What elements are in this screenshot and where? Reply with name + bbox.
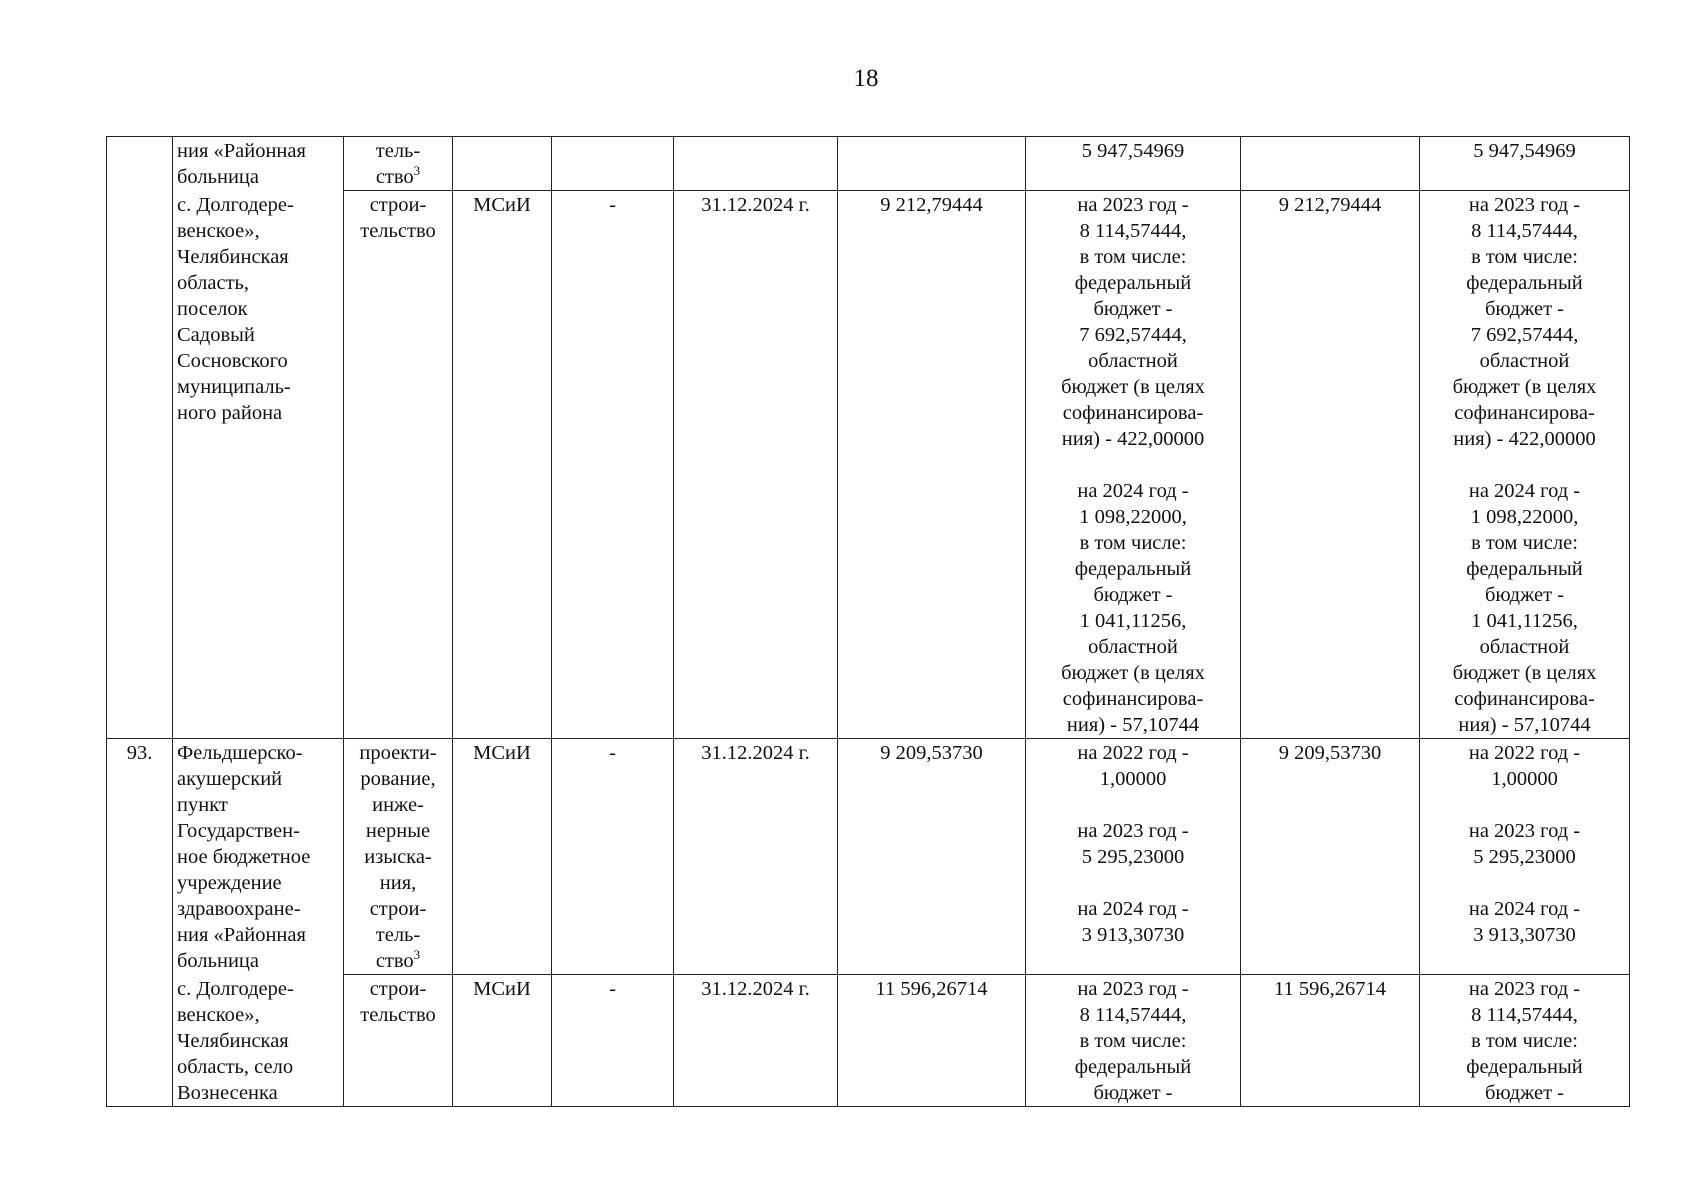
row-number-cell xyxy=(107,191,173,739)
stage-cell xyxy=(344,137,453,191)
estimated-cost-cell: 11 596,26714 xyxy=(838,975,1026,1107)
financing-limit-cell: 5 947,54969 xyxy=(1420,137,1630,191)
stage-cell xyxy=(344,975,453,1107)
financing-cell: на 2022 год - 1,00000 на 2023 год - 5 295,23000 на 2024 год - 3 913,30730 xyxy=(1026,739,1241,975)
page-number: 18 xyxy=(853,65,879,92)
row-number-cell xyxy=(107,137,173,191)
deadline-cell: 31.12.2024 г. xyxy=(674,191,838,739)
limit-cell: 11 596,26714 xyxy=(1241,975,1420,1107)
estimated-cost-cell xyxy=(838,137,1026,191)
table-row xyxy=(107,975,1630,1107)
customer-cell: МСиИ xyxy=(453,191,552,739)
stage-text: строи- тельство xyxy=(360,978,436,1026)
object-name-cell: с. Долгодере- венское», Челябинская область, поселок Садовый Сосновского муниципаль- ного района xyxy=(173,191,344,739)
stage-text: тель- ство xyxy=(375,140,421,188)
row-number-cell xyxy=(107,975,173,1107)
table-row xyxy=(107,739,1630,975)
deadline-cell: 31.12.2024 г. xyxy=(674,739,838,975)
financing-cell: на 2023 год - 8 114,57444, в том числе: федеральный бюджет - xyxy=(1026,975,1241,1107)
table-row xyxy=(107,191,1630,739)
footnote-mark: 3 xyxy=(413,947,421,963)
limit-cell: 9 212,79444 xyxy=(1241,191,1420,739)
object-name-cell: ния «Районная больница xyxy=(173,137,344,191)
row-number-cell: 93. xyxy=(107,739,173,975)
financing-cell: 5 947,54969 xyxy=(1026,137,1241,191)
estimated-cost-cell: 9 209,53730 xyxy=(838,739,1026,975)
object-name-cell: Фельдшерско- акушерский пункт Государствен- ное бюджетное учреждение здравоохране- ния «Районная больница xyxy=(173,739,344,975)
capacity-cell: - xyxy=(552,975,674,1107)
stage-cell xyxy=(344,191,453,739)
capacity-cell xyxy=(552,137,674,191)
financing-limit-cell: на 2023 год - 8 114,57444, в том числе: федеральный бюджет - xyxy=(1420,975,1630,1107)
object-name-cell: с. Долгодере- венское», Челябинская область, село Вознесенка xyxy=(173,975,344,1107)
footnote-mark: 3 xyxy=(413,163,421,179)
estimated-cost-cell: 9 212,79444 xyxy=(838,191,1026,739)
stage-text: проекти- рование, инже- нерные изыска- ния, строи- тель- ство xyxy=(359,742,437,972)
financing-cell: на 2023 год - 8 114,57444, в том числе: федеральный бюджет - 7 692,57444, областной бюджет (в целях софинансирова- ния) - 422,00000 на 2024 год - 1 098,22000, в том числе: федеральный бюджет - 1 041,11256, областной бюджет (в целях софинансирова- ния) - 57,10744 xyxy=(1026,191,1241,739)
customer-cell: МСиИ xyxy=(453,739,552,975)
stage-cell xyxy=(344,739,453,975)
capacity-cell: - xyxy=(552,739,674,975)
budget-table xyxy=(106,136,1630,1107)
limit-cell: 9 209,53730 xyxy=(1241,739,1420,975)
financing-limit-cell: на 2023 год - 8 114,57444, в том числе: федеральный бюджет - 7 692,57444, областной бюджет (в целях софинансирова- ния) - 422,00000 на 2024 год - 1 098,22000, в том числе: федеральный бюджет - 1 041,11256, областной бюджет (в целях софинансирова- ния) - 57,10744 xyxy=(1420,191,1630,739)
capacity-cell: - xyxy=(552,191,674,739)
stage-text: строи- тельство xyxy=(360,194,436,242)
customer-cell xyxy=(453,137,552,191)
deadline-cell xyxy=(674,137,838,191)
limit-cell xyxy=(1241,137,1420,191)
customer-cell: МСиИ xyxy=(453,975,552,1107)
table-row xyxy=(107,137,1630,191)
financing-limit-cell: на 2022 год - 1,00000 на 2023 год - 5 295,23000 на 2024 год - 3 913,30730 xyxy=(1420,739,1630,975)
deadline-cell: 31.12.2024 г. xyxy=(674,975,838,1107)
